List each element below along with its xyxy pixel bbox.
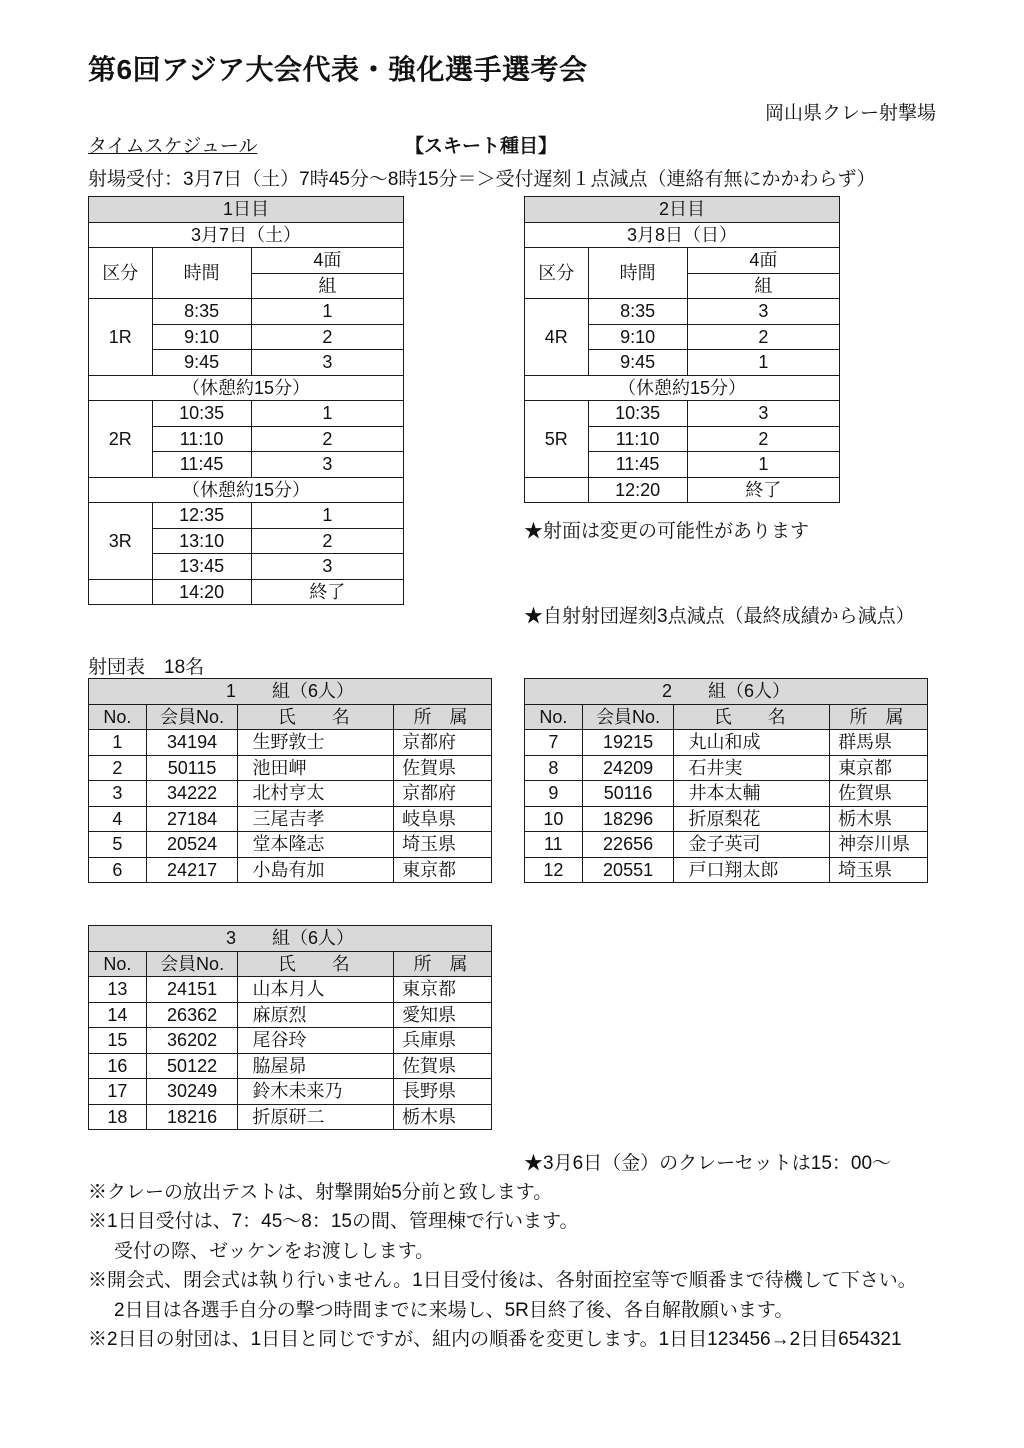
col-header-no: No. [89,704,147,730]
cell-affiliation: 佐賀県 [830,781,928,807]
cell-no: 17 [89,1079,147,1105]
end-label: 終了 [251,579,403,605]
round-name: 3R [89,503,153,580]
cell-member-no: 24209 [582,755,674,781]
cell-no: 6 [89,857,147,883]
break-label: （休憩約15分） [525,375,840,401]
round-time: 9:10 [588,324,687,350]
round-group: 3 [251,350,403,376]
cell-no: 15 [89,1028,147,1054]
table-row [89,730,492,756]
cell-no: 8 [525,755,583,781]
col-header-time: 時間 [152,248,251,299]
table-row [525,730,928,756]
round-group: 2 [251,528,403,554]
table-row [89,1079,492,1105]
roster-table-group3 [88,925,492,1130]
cell-affiliation: 群馬県 [830,730,928,756]
cell-name: 石井実 [674,755,830,781]
col-header-group: 組 [687,273,839,299]
round-group: 1 [687,452,839,478]
cell-no: 11 [525,832,583,858]
group-title: 3 組（6人） [89,926,492,952]
cell-member-no: 22656 [582,832,674,858]
note-line: ※クレーの放出テストは、射撃開始5分前と致します。 [88,1182,553,1203]
table-row [89,248,404,274]
table-row [525,806,928,832]
cell-no: 3 [89,781,147,807]
cell-name: 三尾吉孝 [238,806,394,832]
cell-member-no: 34222 [146,781,238,807]
note-team-penalty: ★自射射団遅刻3点減点（最終成績から減点） [524,606,915,627]
table-row [525,781,928,807]
day-label: 1日目 [89,197,404,223]
roster-table-group1 [88,678,492,883]
table-row [89,197,404,223]
table-row [525,248,840,274]
cell-affiliation: 栃木県 [394,1104,492,1130]
round-time: 13:10 [152,528,251,554]
schedule-table-day1 [88,196,404,605]
cell-member-no: 50115 [146,755,238,781]
table-row [525,679,928,705]
end-time: 14:20 [152,579,251,605]
cell-affiliation: 京都府 [394,730,492,756]
round-time: 8:35 [588,299,687,325]
roster-section-label: 射団表 18名 [88,657,205,678]
cell-member-no: 27184 [146,806,238,832]
group-title: 1 組（6人） [89,679,492,705]
note-clay-set: ★3月6日（金）のクレーセットは15：00～ [524,1153,892,1174]
cell-affiliation: 神奈川県 [830,832,928,858]
table-row [89,704,492,730]
table-row [525,401,840,427]
cell-name: 折原研二 [238,1104,394,1130]
cell-affiliation: 京都府 [394,781,492,807]
round-group: 2 [687,324,839,350]
cell-no: 5 [89,832,147,858]
table-row [89,806,492,832]
page-title: 第6回アジア大会代表・強化選手選考会 [88,54,588,85]
cell-member-no: 18216 [146,1104,238,1130]
table-row [525,704,928,730]
note-line: 受付の際、ゼッケンをお渡しします。 [114,1240,435,1262]
round-time: 13:45 [152,554,251,580]
cell-member-no: 26362 [146,1002,238,1028]
round-name: 5R [525,401,589,478]
cell-no: 16 [89,1053,147,1079]
cell-member-no: 30249 [146,1079,238,1105]
cell-name: 金子英司 [674,832,830,858]
event-type-label: 【スキート種目】 [405,136,558,157]
round-time: 11:10 [152,426,251,452]
cell-member-no: 20524 [146,832,238,858]
round-time: 10:35 [152,401,251,427]
cell-no: 12 [525,857,583,883]
table-row [89,926,492,952]
cell-name: 麻原烈 [238,1002,394,1028]
col-header-face: 4面 [251,248,403,274]
round-group: 1 [251,299,403,325]
cell-name: 鈴木未来乃 [238,1079,394,1105]
round-time: 9:45 [152,350,251,376]
cell-member-no: 34194 [146,730,238,756]
col-header-division: 区分 [89,248,153,299]
cell-name: 堂本隆志 [238,832,394,858]
col-header-name: 氏 名 [238,951,394,977]
round-group: 2 [251,426,403,452]
day-label: 2日目 [525,197,840,223]
date-label: 3月7日（土） [89,222,404,248]
col-header-no: No. [89,951,147,977]
round-time: 11:10 [588,426,687,452]
table-row [89,832,492,858]
break-label: （休憩約15分） [89,375,404,401]
cell-name: 生野敦士 [238,730,394,756]
col-header-name: 氏 名 [674,704,830,730]
table-row [89,781,492,807]
cell-name: 丸山和成 [674,730,830,756]
cell-affiliation: 愛知県 [394,1002,492,1028]
round-name: 2R [89,401,153,478]
cell-no: 14 [89,1002,147,1028]
col-header-member-no: 会員No. [582,704,674,730]
col-header-affiliation: 所 属 [394,704,492,730]
note-shooting-face: ★射面は変更の可能性があります [524,521,810,542]
table-row [89,222,404,248]
table-row [89,679,492,705]
round-group: 1 [251,503,403,529]
col-header-affiliation: 所 属 [394,951,492,977]
col-header-affiliation: 所 属 [830,704,928,730]
round-group: 2 [251,324,403,350]
end-label: 終了 [687,477,839,503]
table-row [89,477,404,503]
cell-no: 13 [89,977,147,1003]
table-row [525,222,840,248]
table-row [89,299,404,325]
round-group: 1 [251,401,403,427]
cell-member-no: 50116 [582,781,674,807]
cell-member-no: 50122 [146,1053,238,1079]
cell-affiliation: 東京都 [394,977,492,1003]
cell-affiliation: 佐賀県 [394,1053,492,1079]
col-header-member-no: 会員No. [146,704,238,730]
empty-cell [525,477,589,503]
cell-name: 尾谷玲 [238,1028,394,1054]
cell-no: 9 [525,781,583,807]
round-time: 12:35 [152,503,251,529]
table-row [89,1028,492,1054]
table-row [89,951,492,977]
group-title: 2 組（6人） [525,679,928,705]
cell-name: 山本月人 [238,977,394,1003]
cell-no: 1 [89,730,147,756]
table-row [89,1104,492,1130]
cell-member-no: 20551 [582,857,674,883]
table-row [525,375,840,401]
cell-name: 池田岬 [238,755,394,781]
cell-name: 井本太輔 [674,781,830,807]
break-label: （休憩約15分） [89,477,404,503]
schedule-section-label: タイムスケジュール [88,136,258,157]
cell-affiliation: 佐賀県 [394,755,492,781]
round-time: 9:45 [588,350,687,376]
cell-no: 4 [89,806,147,832]
col-header-member-no: 会員No. [146,951,238,977]
table-row [89,977,492,1003]
reception-notice: 射場受付：3月7日（土）7時45分～8時15分＝＞受付遅刻１点減点（連絡有無にかかわらず） [88,169,876,190]
table-row [525,299,840,325]
cell-no: 2 [89,755,147,781]
cell-no: 18 [89,1104,147,1130]
table-row [525,477,840,503]
cell-affiliation: 長野県 [394,1079,492,1105]
round-time: 8:35 [152,299,251,325]
cell-name: 戸口翔太郎 [674,857,830,883]
round-time: 10:35 [588,401,687,427]
round-group: 2 [687,426,839,452]
table-row [525,755,928,781]
table-row [525,832,928,858]
table-row [525,197,840,223]
cell-name: 北村亨太 [238,781,394,807]
cell-member-no: 18296 [582,806,674,832]
table-row [89,375,404,401]
table-row [89,1002,492,1028]
cell-name: 脇屋昴 [238,1053,394,1079]
cell-name: 小島有加 [238,857,394,883]
cell-no: 10 [525,806,583,832]
cell-affiliation: 栃木県 [830,806,928,832]
schedule-table-day2 [524,196,840,503]
table-row [89,579,404,605]
round-group: 1 [687,350,839,376]
table-row [89,755,492,781]
cell-affiliation: 埼玉県 [830,857,928,883]
cell-name: 折原梨花 [674,806,830,832]
cell-member-no: 36202 [146,1028,238,1054]
venue-label: 岡山県クレー射撃場 [764,103,936,124]
note-line: ※2日目の射団は、1日目と同じですが、組内の順番を変更します。1日目123456→2日目654321 [88,1329,902,1351]
end-time: 12:20 [588,477,687,503]
table-row [89,1053,492,1079]
round-group: 3 [687,401,839,427]
cell-member-no: 24151 [146,977,238,1003]
col-header-name: 氏 名 [238,704,394,730]
cell-member-no: 24217 [146,857,238,883]
round-name: 4R [525,299,589,376]
date-label: 3月8日（日） [525,222,840,248]
round-name: 1R [89,299,153,376]
col-header-division: 区分 [525,248,589,299]
footer-notes [88,1178,968,1355]
round-time: 11:45 [588,452,687,478]
round-group: 3 [251,452,403,478]
col-header-face: 4面 [687,248,839,274]
cell-affiliation: 埼玉県 [394,832,492,858]
roster-table-group2 [524,678,928,883]
cell-member-no: 19215 [582,730,674,756]
round-group: 3 [251,554,403,580]
round-group: 3 [687,299,839,325]
note-line: 2日目は各選手自分の撃つ時間までに来場し、5R目終了後、各自解散願います。 [114,1299,794,1321]
col-header-group: 組 [251,273,403,299]
empty-cell [89,579,153,605]
table-row [89,857,492,883]
cell-affiliation: 兵庫県 [394,1028,492,1054]
note-line: ※開会式、閉会式は執り行いません。1日目受付後は、各射面控室等で順番まで待機して下さい。 [88,1270,917,1292]
table-row [89,503,404,529]
round-time: 9:10 [152,324,251,350]
table-row [525,857,928,883]
cell-affiliation: 東京都 [830,755,928,781]
note-line: ※1日目受付は、7：45～8：15の間、管理棟で行います。 [88,1211,579,1233]
cell-no: 7 [525,730,583,756]
table-row [89,401,404,427]
round-time: 11:45 [152,452,251,478]
col-header-no: No. [525,704,583,730]
col-header-time: 時間 [588,248,687,299]
cell-affiliation: 岐阜県 [394,806,492,832]
cell-affiliation: 東京都 [394,857,492,883]
